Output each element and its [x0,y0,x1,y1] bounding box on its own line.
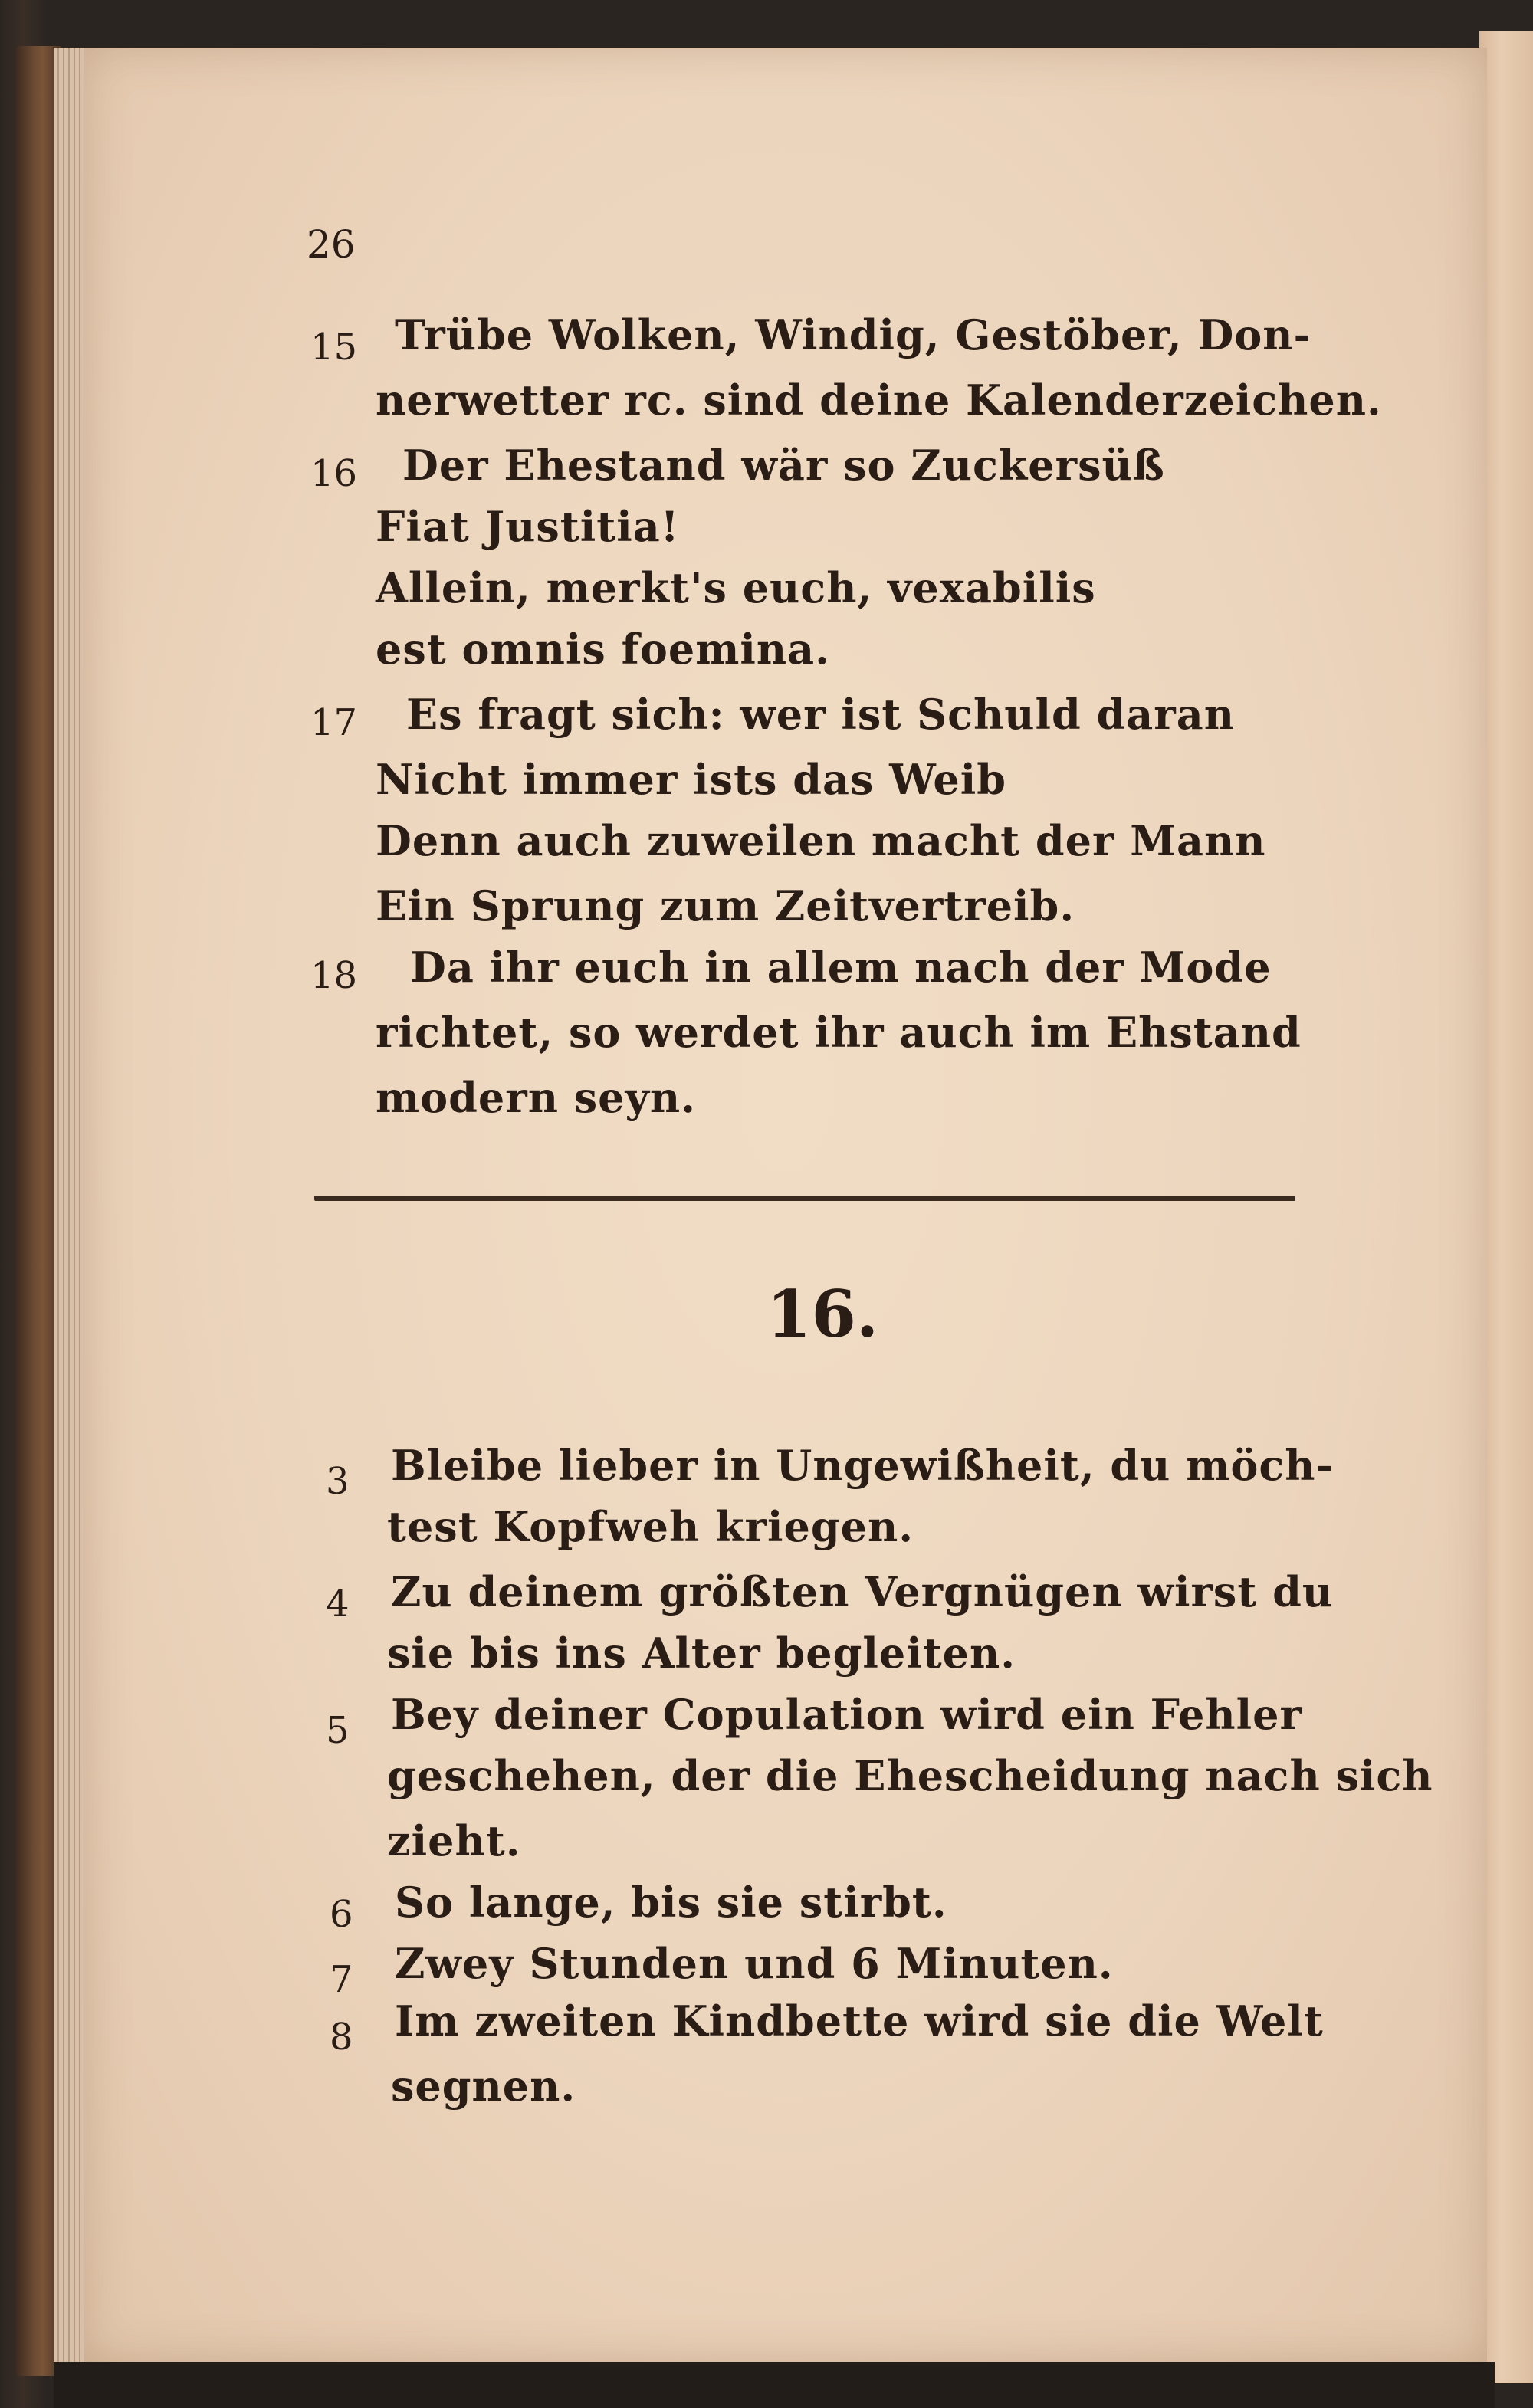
entry-number: 5 [326,1709,350,1752]
entry-line: Nicht immer ists das Weib [376,755,1007,804]
entry-line: geschehen, der die Ehescheidung nach sich [387,1751,1433,1800]
entry-line: Im zweiten Kindbette wird sie die Welt [395,1996,1324,2045]
entry-line: segnen. [391,2062,576,2111]
entry-line: Da ihr euch in allem nach der Mode [410,943,1272,992]
entry-number: 15 [310,326,358,369]
entry-number: 17 [310,701,358,744]
entry-number: 16 [310,452,358,495]
entry-line: modern seyn. [376,1073,696,1122]
section-number: 16. [766,1276,879,1352]
entry-number: 8 [330,2016,353,2059]
entry-line: Der Ehestand wär so Zuckersüß [402,441,1165,490]
entry-number: 7 [330,1958,353,2001]
entry-line: Trübe Wolken, Windig, Gestöber, Don- [395,310,1311,359]
entry-line: Ein Sprung zum Zeitvertreib. [376,881,1075,930]
entry-line: nerwetter rc. sind deine Kalenderzeichen. [376,376,1382,425]
entry-line: Zwey Stunden und 6 Minuten. [395,1939,1114,1988]
entry-line: richtet, so werdet ihr auch im Ehstand [376,1008,1302,1057]
horizontal-rule [314,1196,1295,1201]
entry-line: Allein, merkt's euch, vexabilis [376,563,1096,612]
entry-number: 3 [326,1460,350,1503]
entry-line: Bey deiner Copulation wird ein Fehler [391,1690,1302,1739]
entry-line: sie bis ins Alter begleiten. [387,1629,1016,1678]
entry-line: Zu deinem größten Vergnügen wirst du [391,1567,1334,1616]
entry-number: 6 [330,1893,353,1936]
entry-number: 4 [326,1583,350,1626]
entry-number: 18 [310,954,358,997]
page-number: 26 [307,222,356,267]
entry-line: Denn auch zuweilen macht der Mann [376,816,1266,865]
entry-line: Es fragt sich: wer ist Schuld daran [406,690,1235,739]
entry-line: So lange, bis sie stirbt. [395,1878,947,1927]
entry-line: Fiat Justitia! [376,502,680,551]
entry-line: est omnis foemina. [376,625,830,674]
entry-line: zieht. [387,1816,521,1865]
facing-page-edge [1479,31,1533,2383]
entry-line: Bleibe lieber in Ungewißheit, du möch- [391,1441,1334,1490]
bottom-edge [54,2362,1495,2408]
entry-line: test Kopfweh kriegen. [387,1502,914,1551]
